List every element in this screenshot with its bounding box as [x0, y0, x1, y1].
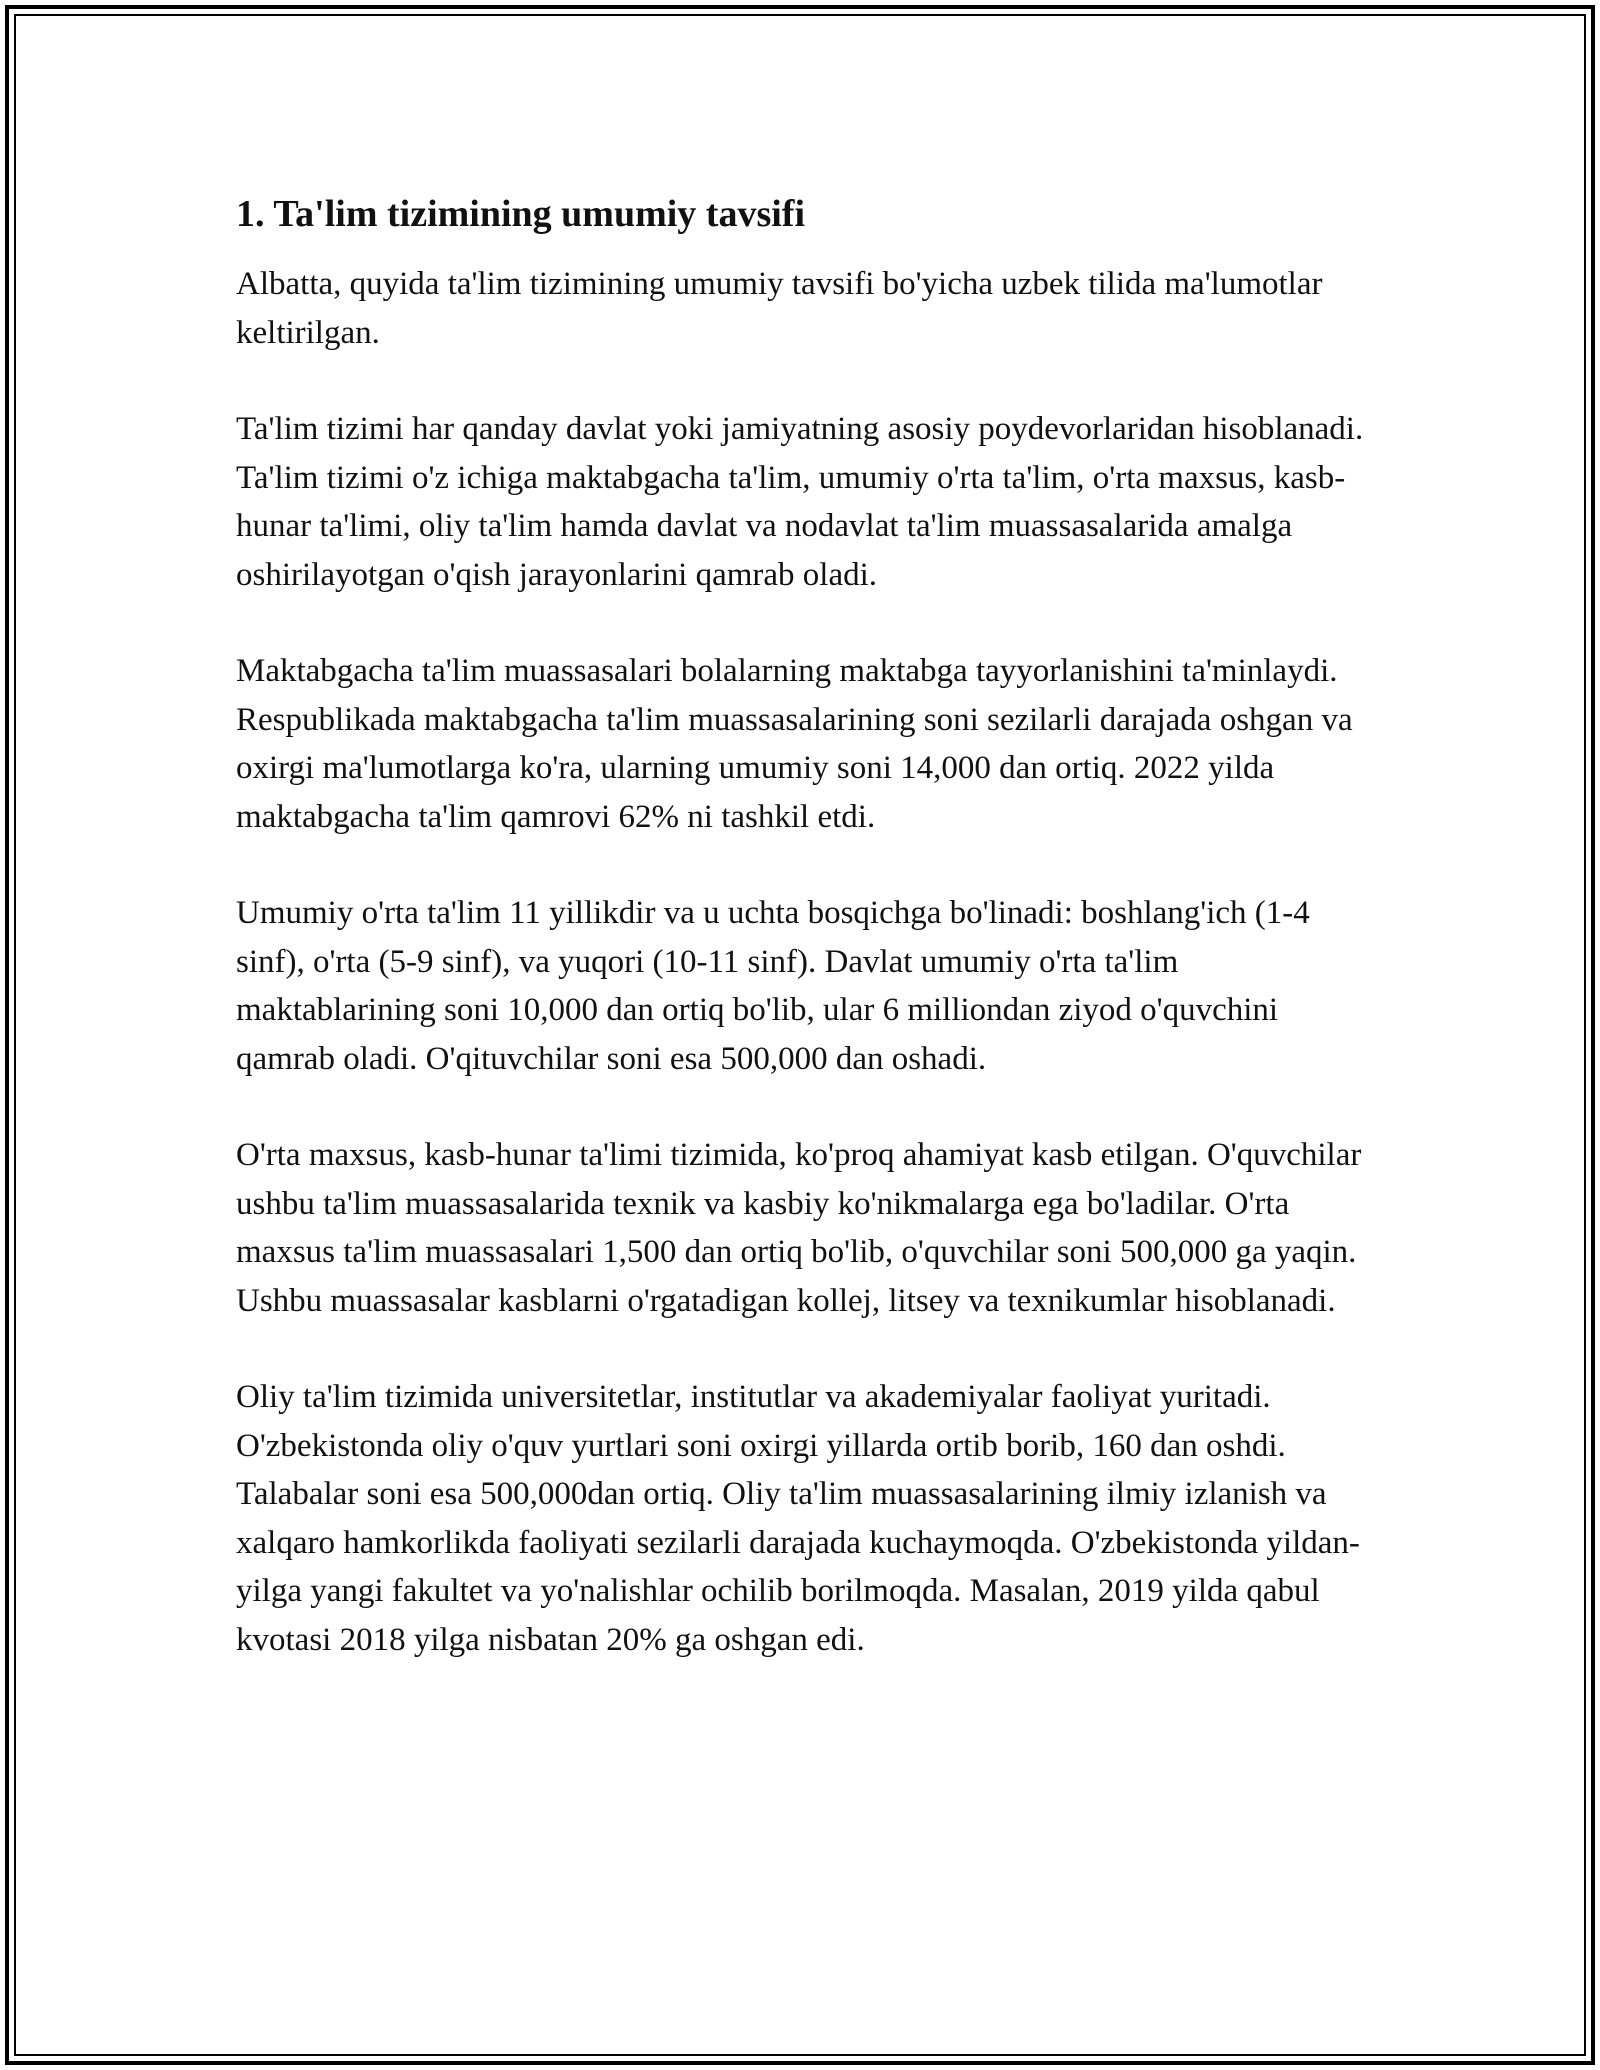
paragraph-system-overview: Ta'lim tizimi har qanday davlat yoki jamiyatning asosiy poydevorlaridan hisoblanadi. Ta'lim tizimi o'z ichiga maktabgacha ta'lim, umumiy o'rta ta'lim, o'rta maxsus, kasb-hunar ta'limi, oliy ta'lim hamda davlat va nodavlat ta'lim muassasalarida amalga oshirilayotgan o'qish jarayonlarini qamrab oladi.: [236, 411, 1364, 593]
paragraph-higher-education: Oliy ta'lim tizimida universitetlar, institutlar va akademiyalar faoliyat yuritadi. O'zbekistonda oliy o'quv yurtlari soni oxirgi yillarda ortib borib, 160 dan oshdi. Talabalar soni esa 500,000dan ortiq. Oliy ta'lim muassasalarining ilmiy izlanish va xalqaro hamkorlikda faoliyati sezilarli darajada kuchaymoqda. O'zbekistonda yildan-yilga yangi fakultet va yo'nalishlar ochilib borilmoqda. Masalan, 2019 yilda qabul kvotasi 2018 yilga nisbatan 20% ga oshgan edi.: [236, 1379, 1360, 1658]
paragraph-intro: Albatta, quyida ta'lim tizimining umumiy tavsifi bo'yicha uzbek tilida ma'lumotlar keltirilgan.: [236, 266, 1323, 351]
paragraph-vocational: O'rta maxsus, kasb-hunar ta'limi tizimida, ko'proq ahamiyat kasb etilgan. O'quvchilar ushbu ta'lim muassasalarida texnik va kasbiy ko'nikmalarga ega bo'ladilar. O'rta maxsus ta'lim muassasalari 1,500 dan ortiq bo'lib, o'quvchilar soni 500,000 ga yaqin. Ushbu muassasalar kasblarni o'rgatadigan kollej, litsey va texnikumlar hisoblanadi.: [236, 1137, 1362, 1319]
paragraph-preschool: Maktabgacha ta'lim muassasalari bolalarning maktabga tayyorlanishini ta'minlaydi. Respublikada maktabgacha ta'lim muassasalarining soni sezilarli darajada oshgan va oxirgi ma'lumotlarga ko'ra, ularning umumiy soni 14,000 dan ortiq. 2022 yilda maktabgacha ta'lim qamrovi 62% ni tashkil etdi.: [236, 653, 1353, 835]
document-body: [236, 186, 1376, 1712]
paragraph-general-secondary: Umumiy o'rta ta'lim 11 yillikdir va u uchta bosqichga bo'linadi: boshlang'ich (1-4 sinf), o'rta (5-9 sinf), va yuqori (10-11 sinf). Davlat umumiy o'rta ta'lim maktablarining soni 10,000 dan ortiq bo'lib, ular 6 milliondan ziyod o'quvchini qamrab oladi. O'qituvchilar soni esa 500,000 dan oshadi.: [236, 895, 1310, 1077]
section-title: 1. Ta'lim tizimining umumiy tavsifi: [236, 193, 806, 235]
